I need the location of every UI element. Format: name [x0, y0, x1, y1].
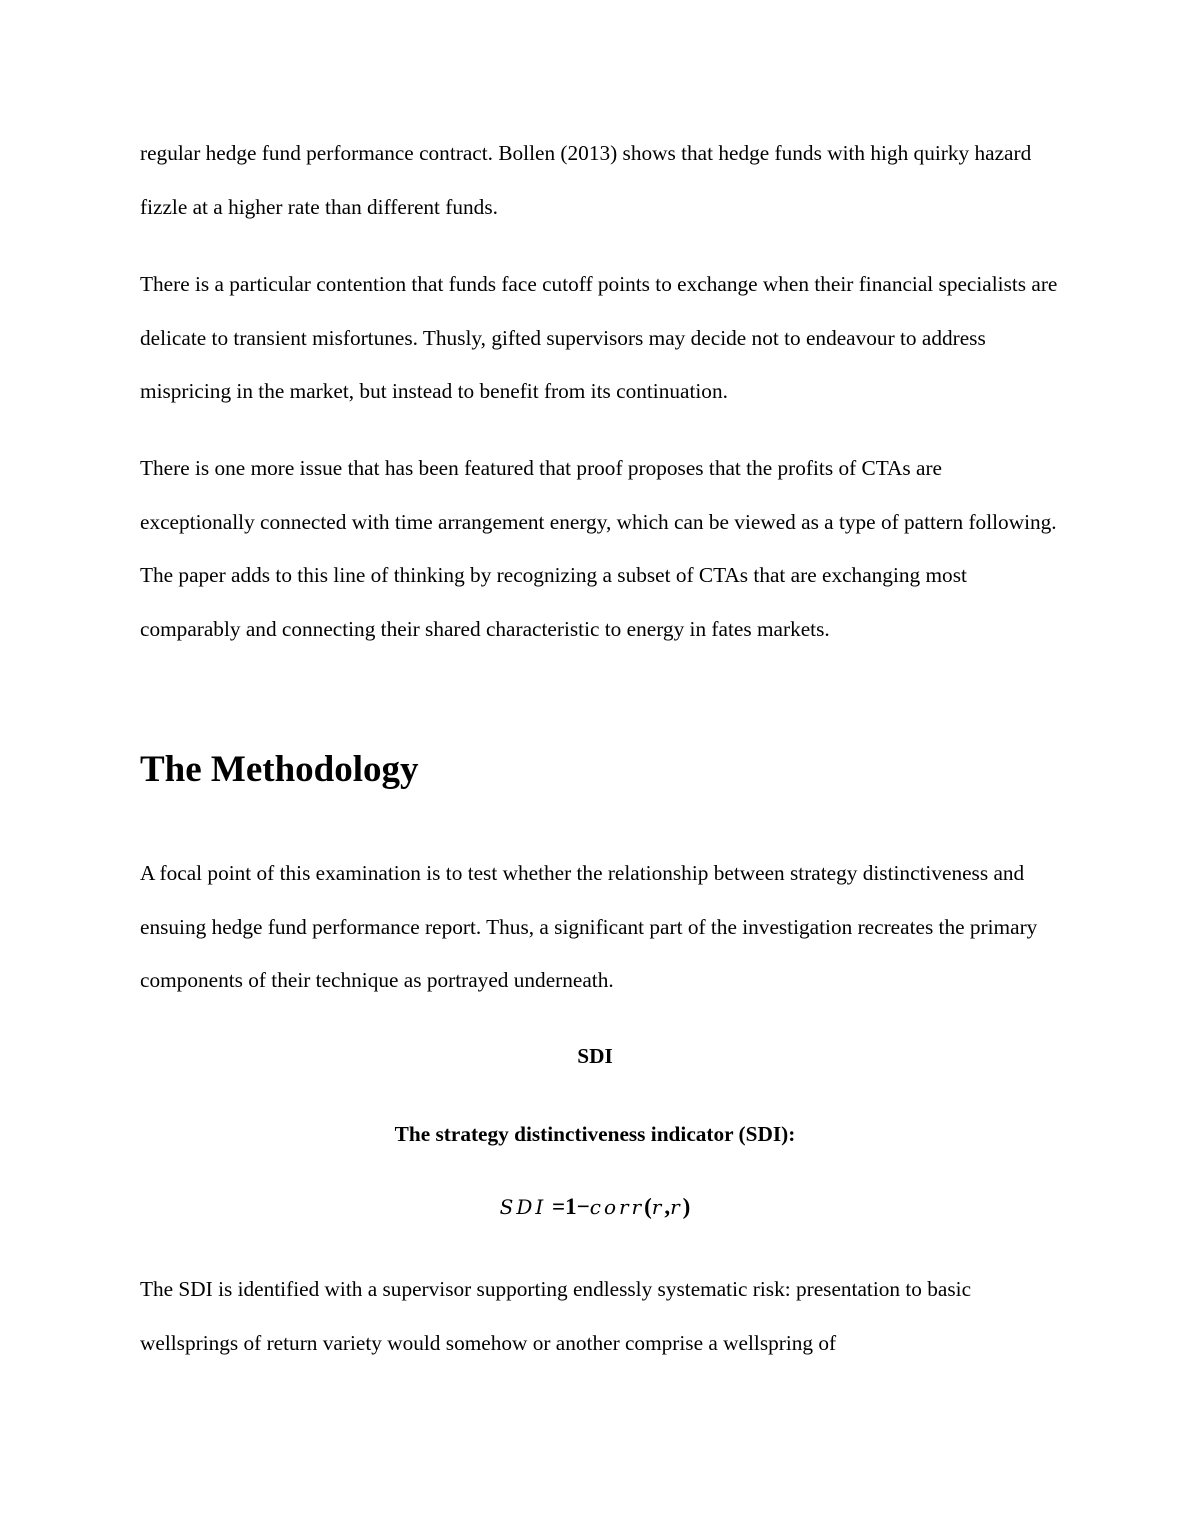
formula-comma: ,: [664, 1194, 671, 1219]
body-paragraph: regular hedge fund performance contract. Bollen (2013) shows that hedge funds with high quirky hazard fizzle at a higher rate than different funds.: [140, 141, 1032, 219]
sdi-title: The strategy distinctiveness indicator (SDI):: [394, 1122, 796, 1146]
body-paragraph: The SDI is identified with a supervisor supporting endlessly systematic risk: presentation to basic wellsprings of return variety would somehow or another comprise a wellspring of: [140, 1277, 972, 1355]
formula-arg2: r: [670, 1195, 683, 1219]
formula-fn: corr: [589, 1195, 645, 1219]
body-paragraph: A focal point of this examination is to test whether the relationship between strategy distinctiveness and ensuing hedge fund performance report. Thus, a significant part of the investigation recreates the primary components of their technique as portrayed underneath.: [140, 861, 1038, 992]
sdi-formula: [0, 1194, 1190, 1220]
formula-arg1: r: [651, 1195, 665, 1219]
section-heading: The Methodology: [140, 749, 419, 790]
formula-open: (: [644, 1194, 652, 1219]
sdi-label: SDI: [577, 1044, 613, 1068]
formula-lhs: SDI: [499, 1195, 547, 1219]
formula-close: ): [682, 1194, 691, 1219]
formula-eq: =1−: [546, 1194, 590, 1219]
body-paragraph: There is a particular contention that funds face cutoff points to exchange when their financial specialists are delicate to transient misfortunes. Thusly, gifted supervisors may decide not to endeavour to address mispricing in the market, but instead to benefit from its continuation.: [140, 272, 1058, 403]
body-paragraph: There is one more issue that has been featured that proof proposes that the profits of CTAs are exceptionally connected with time arrangement energy, which can be viewed as a type of pattern following. The paper adds to this line of thinking by recognizing a subset of CTAs that are exchanging most comparably and connecting their shared characteristic to energy in fates markets.: [140, 456, 1057, 641]
